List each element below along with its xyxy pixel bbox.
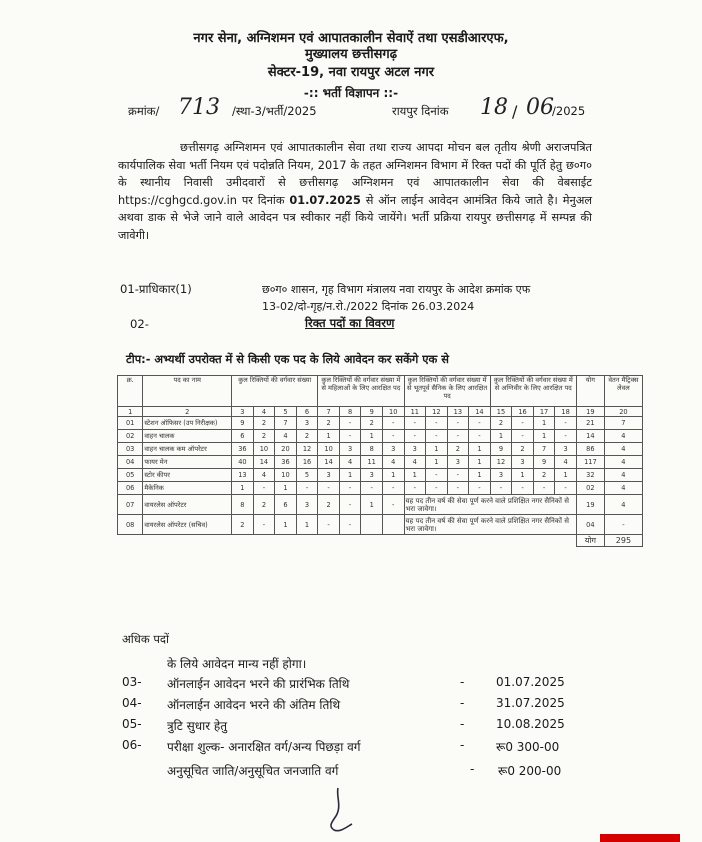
intro-date: 01.07.2025	[289, 193, 361, 207]
table-cell: -	[426, 417, 448, 430]
intro-part-1: छत्तीसगढ़ अग्निशमन एवं आपातकालीन सेवा तथा राज्य आपदा मोचन बल तृतीय श्रेणी अराजपत्रित कार्यपालिक सेवा भर्ती नियम एवं पदोन्नति नियम, 2017 के तहत अग्निशमन विभाग में रिक्त पदों की पूर्ति हेतु छ०ग० के स्थानीय निवासी उमीदवारों से छत्तीसगढ़ अग्निशमन एवं आपातकालीन सेवा की वेबसाईट https://cghgcd.gov.in पर दिनांक	[118, 141, 592, 207]
table-cell: -	[339, 482, 361, 495]
table-cell: 4	[275, 430, 297, 443]
table-cell: 9	[533, 456, 555, 469]
table-cell: 1	[296, 515, 318, 535]
table-cell: -	[555, 482, 577, 495]
table-cell: 2	[361, 417, 383, 430]
table-cell: 1	[426, 443, 448, 456]
table-cell: 4	[404, 456, 426, 469]
column-number: 16	[512, 407, 534, 417]
column-number: 3	[232, 407, 254, 417]
table-cell: -	[469, 482, 491, 495]
red-edge-mark	[600, 834, 680, 842]
authority-label: 01-प्राधिकार(1)	[120, 282, 192, 296]
table-cell: -	[318, 482, 340, 495]
schedule-label: परीक्षा शुल्क- अनारक्षित वर्ग/अन्य पिछड़ा वर्ग	[167, 740, 361, 754]
table-cell: 8	[361, 443, 383, 456]
table-cell: 12	[490, 456, 512, 469]
table-cell: -	[382, 482, 404, 495]
table-cell: 1	[512, 469, 534, 482]
schedule-value: 31.07.2025	[496, 696, 565, 710]
table-cell: 9	[232, 417, 254, 430]
row-serial: 07	[118, 495, 143, 515]
section-2-title: रिक्त पदों का विवरण	[305, 316, 395, 330]
table-cell: 2	[490, 417, 512, 430]
intro-paragraph	[118, 139, 592, 245]
column-number: 9	[361, 407, 383, 417]
table-cell: 14	[318, 456, 340, 469]
column-number: 12	[426, 407, 448, 417]
row-serial: 06	[118, 482, 143, 495]
table-cell: -	[296, 482, 318, 495]
table-row	[118, 456, 643, 469]
table-cell: 9	[490, 443, 512, 456]
table-cell: 3	[490, 469, 512, 482]
table-cell: 4	[555, 456, 577, 469]
ref-day-handwritten: 18	[480, 95, 508, 120]
column-number: 19	[576, 407, 604, 417]
column-number: 13	[447, 407, 469, 417]
schedule-num: 03-	[122, 675, 142, 689]
table-cell: 3	[296, 417, 318, 430]
merged-note-cell: यह पद तीन वर्ष की सेवा पूर्ण करने वाले प्रशिक्षित नगर सैनिकों से भरा जावेगा।	[404, 495, 576, 515]
table-cell: -	[253, 482, 275, 495]
table-cell: 2	[447, 443, 469, 456]
table-cell: 11	[361, 456, 383, 469]
table-cell: 04	[576, 515, 604, 535]
table-cell: 2	[253, 417, 275, 430]
column-number: 20	[604, 407, 642, 417]
table-cell: 2	[296, 430, 318, 443]
header-total-sum: योग	[576, 376, 604, 407]
table-cell: -	[339, 430, 361, 443]
table-cell: -	[426, 482, 448, 495]
table-cell: 4	[339, 456, 361, 469]
table-cell: -	[447, 417, 469, 430]
table-cell: 21	[576, 417, 604, 430]
merged-note-cell: यह पद तीन वर्ष की सेवा पूर्ण करने वाले प्रशिक्षित नगर सैनिकों से भरा जावेगा।	[404, 515, 576, 535]
table-cell: 4	[604, 495, 642, 515]
table-cell: 1	[533, 417, 555, 430]
table-cell: 3	[512, 456, 534, 469]
table-cell: 1	[404, 469, 426, 482]
table-cell: 2	[533, 469, 555, 482]
table-cell: 4	[604, 482, 642, 495]
schedule-dash: -	[460, 696, 465, 710]
table-cell: 4	[604, 469, 642, 482]
column-number: 18	[555, 407, 577, 417]
ref-mid: /स्था-3/भर्ती/2025	[232, 104, 317, 118]
table-cell: -	[361, 482, 383, 495]
header-serial: क्र.	[118, 376, 143, 407]
column-number: 6	[296, 407, 318, 417]
table-cell: 2	[318, 495, 340, 515]
section-2-number: 02-	[130, 317, 149, 331]
table-cell: 8	[232, 495, 254, 515]
column-number: 11	[404, 407, 426, 417]
table-cell	[361, 515, 383, 535]
column-number: 2	[143, 407, 232, 417]
table-cell: -	[533, 482, 555, 495]
table-cell: 1	[361, 430, 383, 443]
column-number: 7	[318, 407, 340, 417]
header-agniveer: कुल रिक्तियों की वर्गवार संख्या में से अग्निवीर के लिए आरक्षित पद	[490, 376, 576, 407]
header-line-1: नगर सेना, अग्निशमन एवं आपातकालीन सेवाऐं तथा एसडीआरएफ,	[193, 31, 509, 46]
header-pay-level: वेतन मैट्रिक्स लेवल	[604, 376, 642, 407]
table-cell: 6	[275, 495, 297, 515]
table-cell: 2	[232, 515, 254, 535]
schedule-num: 05-	[122, 717, 142, 731]
schedule-label: त्रुटि सुधार हेतु	[167, 719, 228, 733]
table-cell: -	[339, 417, 361, 430]
row-serial: 08	[118, 515, 143, 535]
table-cell: -	[382, 417, 404, 430]
table-cell: -	[512, 482, 534, 495]
table-cell: 4	[253, 469, 275, 482]
table-cell: 2	[512, 443, 534, 456]
ref-slash: /	[512, 102, 518, 121]
schedule-num: 06-	[122, 738, 142, 752]
schedule-label: ऑनलाईन आवेदन भरने की प्रारंभिक तिथि	[167, 677, 350, 691]
table-row	[118, 469, 643, 482]
row-serial: 02	[118, 430, 143, 443]
column-number: 5	[275, 407, 297, 417]
table-row	[118, 482, 643, 495]
table-cell: 4	[604, 443, 642, 456]
table-cell: -	[555, 430, 577, 443]
table-cell: -	[447, 430, 469, 443]
schedule-dash: -	[460, 738, 465, 752]
schedule-dash: -	[460, 675, 465, 689]
table-cell: -	[447, 469, 469, 482]
header-line-4: -:: भर्ती विज्ञापन ::-	[303, 86, 399, 100]
table-cell: 3	[447, 456, 469, 469]
table-cell: 10	[318, 443, 340, 456]
table-cell: 40	[232, 456, 254, 469]
table-cell: 3	[339, 443, 361, 456]
table-cell: 2	[253, 495, 275, 515]
table-cell: -	[512, 417, 534, 430]
after-table-line-2: के लिये आवेदन मान्य नहीं होगा।	[167, 657, 307, 671]
schedule-value: 01.07.2025	[496, 675, 565, 689]
table-cell: -	[404, 430, 426, 443]
column-number: 4	[253, 407, 275, 417]
table-cell: 1	[469, 443, 491, 456]
ref-place-date: रायपुर दिनांक	[392, 104, 449, 118]
table-row	[118, 430, 643, 443]
fee-extra-dash: -	[470, 762, 475, 776]
table-cell: 1	[382, 469, 404, 482]
table-cell: 1	[533, 430, 555, 443]
table-cell: -	[426, 430, 448, 443]
table-cell: 2	[318, 417, 340, 430]
table-header-row	[118, 376, 643, 407]
table-cell: -	[318, 515, 340, 535]
table-cell: 3	[296, 495, 318, 515]
schedule-value: 10.08.2025	[496, 717, 565, 731]
column-number: 10	[382, 407, 404, 417]
table-cell: 3	[555, 443, 577, 456]
table-cell: 3	[361, 469, 383, 482]
table-cell: -	[469, 430, 491, 443]
table-cell: 2	[253, 430, 275, 443]
table-cell: -	[382, 495, 404, 515]
table-cell: 36	[232, 443, 254, 456]
table-cell: 12	[296, 443, 318, 456]
table-cell: 20	[275, 443, 297, 456]
table-cell: -	[253, 515, 275, 535]
table-cell: 117	[576, 456, 604, 469]
column-number: 8	[339, 407, 361, 417]
table-cell: 1	[469, 456, 491, 469]
table-cell: 13	[232, 469, 254, 482]
table-cell: -	[404, 417, 426, 430]
table-cell: -	[555, 417, 577, 430]
column-number: 14	[469, 407, 491, 417]
table-cell: -	[339, 495, 361, 515]
table-cell: 16	[296, 456, 318, 469]
table-cell: -	[512, 430, 534, 443]
column-number: 15	[490, 407, 512, 417]
table-row	[118, 495, 643, 515]
table-cell: 7	[533, 443, 555, 456]
table-cell: 3	[318, 469, 340, 482]
table-cell: -	[469, 417, 491, 430]
table-cell: 36	[275, 456, 297, 469]
table-row	[118, 443, 643, 456]
table-cell: 1	[555, 469, 577, 482]
table-cell: -	[490, 482, 512, 495]
table-cell: 1	[426, 456, 448, 469]
table-cell: -	[604, 515, 642, 535]
header-post: पद का नाम	[143, 376, 232, 407]
header-total: कुल रिक्तियों की वर्गवार संख्या	[232, 376, 318, 407]
header-ex-servicemen: कुल रिक्तियों की वर्गवार संख्या में से भूतपूर्व सैनिक के लिए आरक्षित पद	[404, 376, 490, 407]
schedule-dash: -	[460, 717, 465, 731]
signature	[318, 786, 358, 834]
table-cell: 32	[576, 469, 604, 482]
table-cell: -	[339, 515, 361, 535]
ref-prefix: क्रमांक/	[128, 104, 160, 118]
table-cell: -	[382, 430, 404, 443]
total-row	[118, 535, 643, 547]
row-post-name: मैकेनिक	[143, 482, 232, 495]
ref-number-handwritten: 713	[178, 95, 220, 120]
table-cell: 4	[604, 456, 642, 469]
table-cell: 1	[361, 495, 383, 515]
row-post-name: वाहन चालक	[143, 430, 232, 443]
row-post-name: वायरलेस ऑपरेटर	[143, 495, 232, 515]
row-post-name: वाहन चालक कम ऑपरेटर	[143, 443, 232, 456]
table-cell: -	[426, 469, 448, 482]
authority-text-2: 13-02/दो-गृह/न.रो./2022 दिनांक 26.03.2024	[262, 300, 475, 313]
table-cell: -	[404, 482, 426, 495]
header-women: कुल रिक्तियों की वर्गवार संख्या में से महिलाओं के लिए आरक्षित पद	[318, 376, 404, 407]
table-cell: 1	[469, 469, 491, 482]
table-cell: 10	[275, 469, 297, 482]
row-post-name: वायरलेस ऑपरेटर (सचिव)	[143, 515, 232, 535]
intro-part-2: से ऑन लाईन आवेदन आमंत्रित किये जाते है। मेनुअल अथवा डाक से भेजे जाने वाले आवेदन पत्र स्वीकार नहीं किये जायेंगे। भर्ती प्रक्रिया रायपुर छत्तीसगढ़ में सम्पन्न की जावेगी।	[118, 193, 593, 242]
fee-extra-value: रू0 200-00	[498, 764, 562, 778]
table-cell: -	[447, 482, 469, 495]
row-serial: 01	[118, 417, 143, 430]
table-cell: 4	[604, 430, 642, 443]
column-number-row	[118, 407, 643, 417]
table-cell: 3	[382, 443, 404, 456]
schedule-num: 04-	[122, 696, 142, 710]
table-cell: 02	[576, 482, 604, 495]
schedule-value: रू0 300-00	[496, 740, 560, 754]
ref-year: /2025	[552, 104, 586, 118]
table-cell: 3	[404, 443, 426, 456]
table-cell: 1	[490, 430, 512, 443]
table-cell: 10	[253, 443, 275, 456]
ref-month-handwritten: 06	[526, 95, 554, 120]
table-cell: 14	[253, 456, 275, 469]
table-cell: 6	[232, 430, 254, 443]
total-label: योग	[576, 535, 604, 547]
table-cell	[382, 515, 404, 535]
table-cell: 14	[576, 430, 604, 443]
table-cell: 4	[382, 456, 404, 469]
table-cell: 7	[275, 417, 297, 430]
table-cell: 1	[318, 430, 340, 443]
table-cell: 7	[604, 417, 642, 430]
table-cell: 1	[339, 469, 361, 482]
total-value: 295	[604, 535, 642, 547]
header-line-3: सेक्टर-19, नवा रायपुर अटल नगर	[267, 65, 435, 80]
table-cell: 1	[275, 515, 297, 535]
table-cell: 86	[576, 443, 604, 456]
after-table-line-1: अधिक पदों	[122, 632, 169, 646]
row-serial: 03	[118, 443, 143, 456]
table-cell: 5	[296, 469, 318, 482]
column-number: 1	[118, 407, 143, 417]
table-row	[118, 515, 643, 535]
column-number: 17	[533, 407, 555, 417]
table-cell: 1	[275, 482, 297, 495]
table-cell: 19	[576, 495, 604, 515]
schedule-label: ऑनलाईन आवेदन भरने की अंतिम तिथि	[167, 698, 341, 712]
row-post-name: स्टेशन ऑफिसर (उप निरीक्षक)	[143, 417, 232, 430]
table-cell: 1	[232, 482, 254, 495]
authority-text-1: छ०ग० शासन, गृह विभाग मंत्रालय नवा रायपुर के आदेश क्रमांक एफ	[262, 283, 531, 296]
row-post-name: फायर मेन	[143, 456, 232, 469]
row-serial: 04	[118, 456, 143, 469]
row-post-name: स्टोर कीपर	[143, 469, 232, 482]
vacancy-table	[117, 375, 643, 547]
note: टीप:- अभ्यर्थी उपरोक्त में से किसी एक पद के लिये आवेदन कर सकेंगे एक से	[126, 352, 449, 366]
row-serial: 05	[118, 469, 143, 482]
header-line-2: मुख्यालय छत्तीसगढ़	[304, 47, 398, 62]
table-row	[118, 417, 643, 430]
fee-extra-label: अनुसूचित जाति/अनुसूचित जनजाति वर्ग	[167, 764, 339, 778]
